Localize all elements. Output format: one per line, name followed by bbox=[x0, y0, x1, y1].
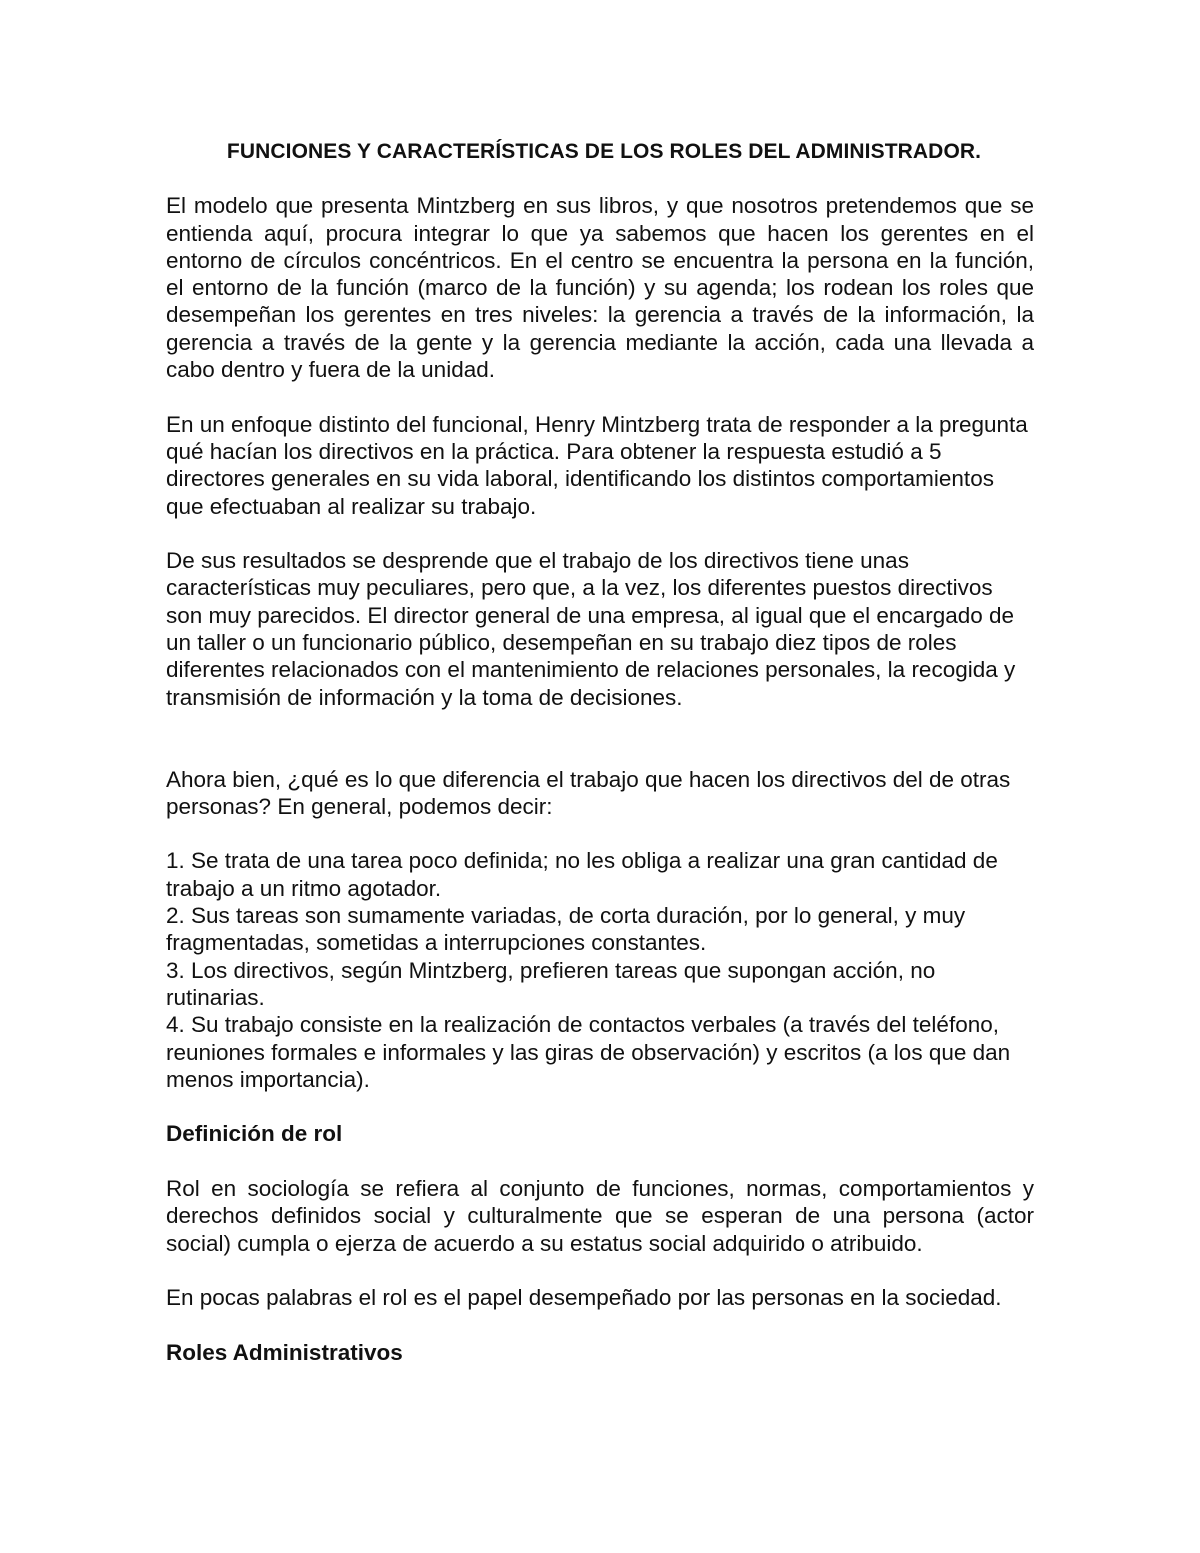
section-heading-roles: Roles Administrativos bbox=[166, 1339, 403, 1365]
paragraph-rol-summary: En pocas palabras el rol es el papel desempeñado por las personas en la sociedad. bbox=[166, 1285, 1002, 1311]
document-page bbox=[166, 138, 1034, 1393]
list-item: 2. Sus tareas son sumamente variadas, de corta duración, por lo general, y muy fragmentadas, sometidas a interrupciones constantes. bbox=[166, 903, 966, 956]
paragraph-mintzberg-model: El modelo que presenta Mintzberg en sus libros, y que nosotros pretendemos que se entienda aquí, procura integrar lo que ya sabemos que hacen los gerentes en el entorno de círculos concéntricos. En el centro se encuentra la persona en la función, el entorno de la función (marco de la función) y su agenda; los rodean los roles que desempeñan los gerentes en tres niveles: la gerencia a través de la información, la gerencia a través de la gente y la gerencia mediante la acción, cada una llevada a cabo dentro y fuera de la unidad. bbox=[166, 193, 1034, 383]
paragraph-functional-approach: En un enfoque distinto del funcional, Henry Mintzberg trata de responder a la pregunta qué hacían los directivos en la práctica. Para obtener la respuesta estudió a 5 directores generales en su vida laboral, identificando los distintos comportamientos que efectuaban al realizar su trabajo. bbox=[166, 411, 1028, 519]
numbered-list bbox=[166, 847, 1034, 1093]
list-item: 4. Su trabajo consiste en la realización de contactos verbales (a través del teléfono, reuniones formales e informales y las giras de observación) y escritos (a los que dan menos importancia). bbox=[166, 1012, 1011, 1092]
paragraph-results: De sus resultados se desprende que el trabajo de los directivos tiene unas características muy peculiares, pero que, a la vez, los diferentes puestos directivos son muy parecidos. El director general de una empresa, al igual que el encargado de un taller o un funcionario público, desempeñan en su trabajo diez tipos de roles diferentes relacionados con el mantenimiento de relaciones personales, la recogida y transmisión de información y la toma de decisiones. bbox=[166, 548, 1016, 710]
paragraph-question: Ahora bien, ¿qué es lo que diferencia el trabajo que hacen los directivos del de otras personas? En general, podemos decir: bbox=[166, 766, 1011, 819]
section-heading-definicion: Definición de rol bbox=[166, 1121, 343, 1147]
list-item: 3. Los directivos, según Mintzberg, prefieren tareas que supongan acción, no rutinarias. bbox=[166, 957, 936, 1010]
list-item: 1. Se trata de una tarea poco definida; no les obliga a realizar una gran cantidad de trabajo a un ritmo agotador. bbox=[166, 848, 998, 901]
document-title: FUNCIONES Y CARACTERÍSTICAS DE LOS ROLES DEL ADMINISTRADOR. bbox=[226, 140, 982, 163]
paragraph-rol-definition: Rol en sociología se refiera al conjunto de funciones, normas, comportamientos y derechos definidos social y culturalmente que se esperan de una persona (actor social) cumpla o ejerza de acuerdo a su estatus social adquirido o atribuido. bbox=[166, 1175, 1034, 1256]
